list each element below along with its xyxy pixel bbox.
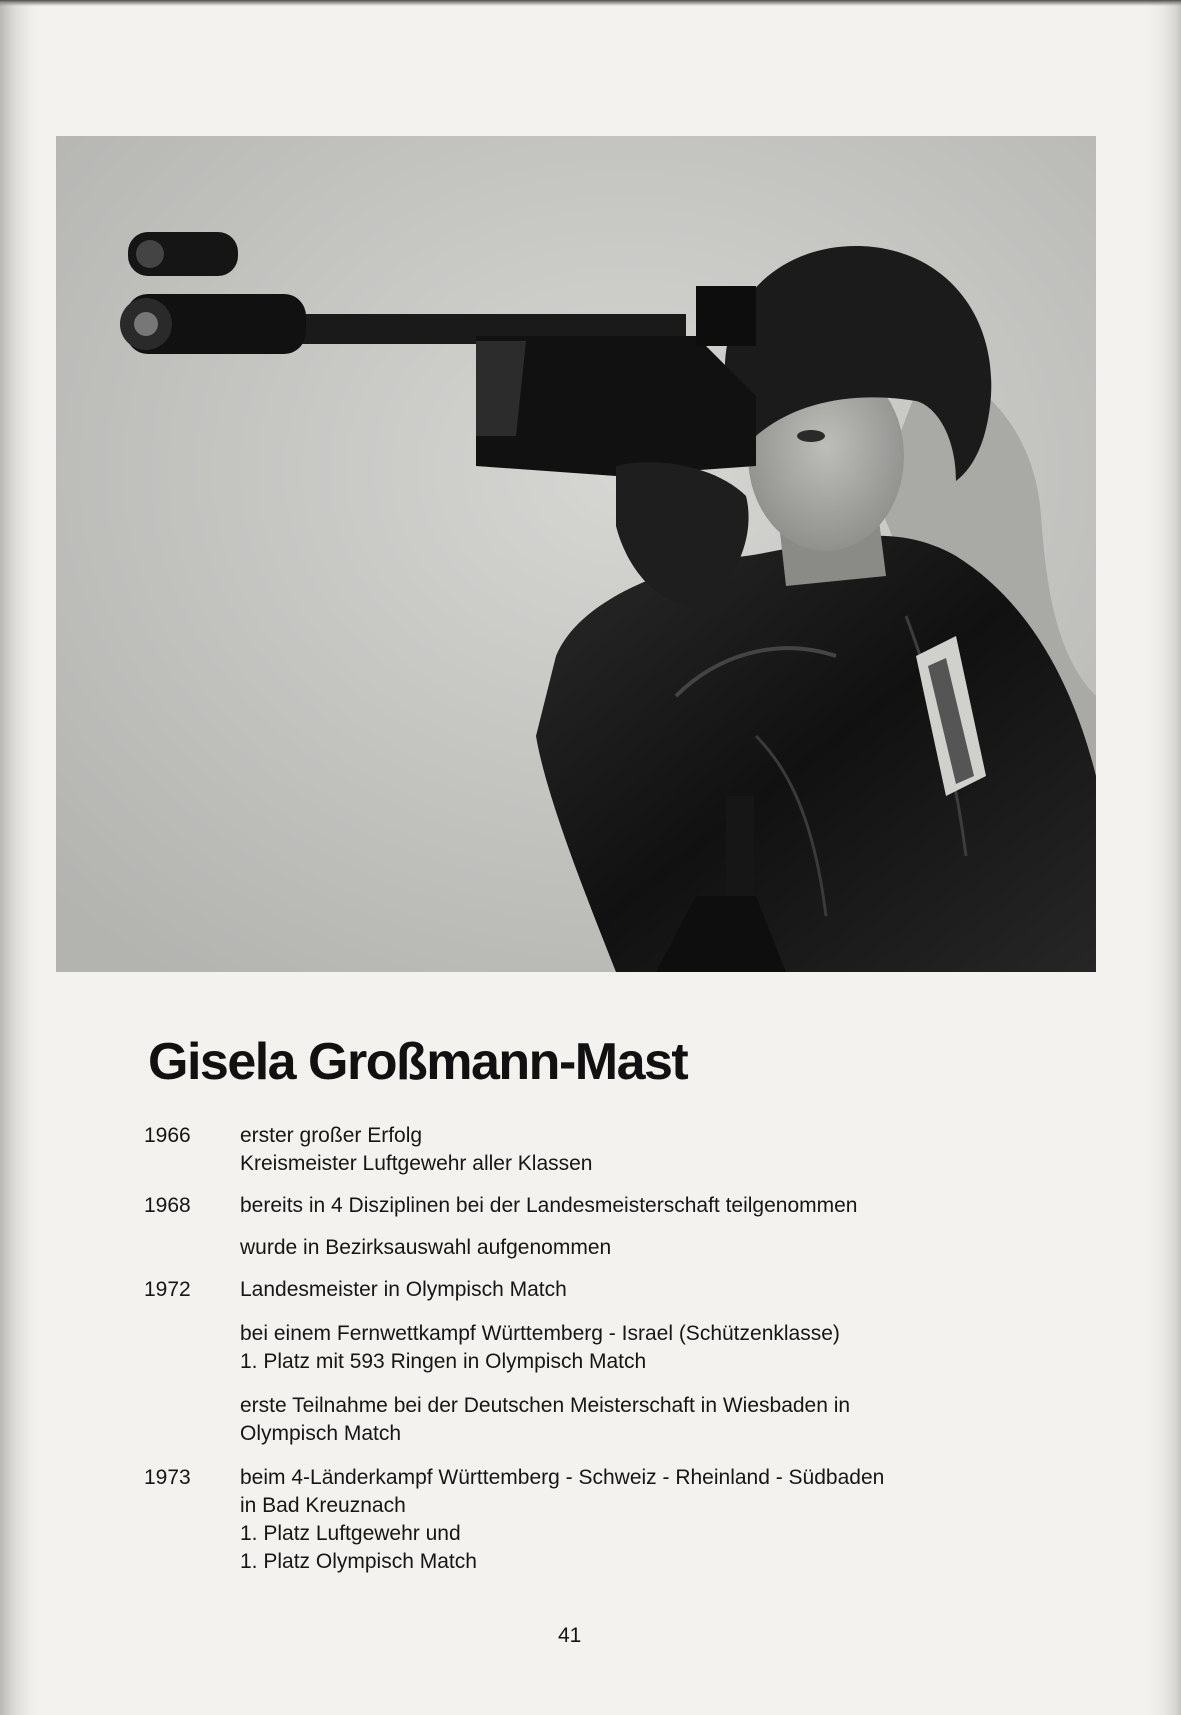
timeline-line: bei einem Fernwettkampf Württemberg - Israel (Schützenklasse) [240,1322,840,1345]
timeline-text-block [240,1464,1024,1576]
timeline-text-block [240,1276,1024,1304]
page-edge-shadow [1147,0,1181,1715]
timeline-text-block [240,1392,1024,1448]
timeline-line: 1. Platz Olympisch Match [240,1550,477,1573]
timeline-line: erste Teilnahme bei der Deutschen Meisterschaft in Wiesbaden in [240,1394,851,1417]
timeline-line: Landesmeister in Olympisch Match [240,1278,567,1301]
timeline-year: 1972 [144,1278,191,1301]
timeline-line: bereits in 4 Disziplinen bei der Landesmeisterschaft teilgenommen [240,1194,858,1217]
timeline-line: 1. Platz mit 593 Ringen in Olympisch Match [240,1350,647,1373]
timeline-line: beim 4-Länderkampf Württemberg - Schweiz - Rheinland - Südbaden [240,1466,885,1489]
timeline-line: Kreismeister Luftgewehr aller Klassen [240,1152,593,1175]
career-timeline [144,1122,1024,1576]
timeline-line: Olympisch Match [240,1422,402,1445]
timeline-line: in Bad Kreuznach [240,1494,406,1517]
timeline-line: erster großer Erfolg [240,1124,423,1147]
timeline-text-block [240,1234,1024,1262]
page-number: 41 [558,1624,582,1647]
timeline-entry [144,1192,1024,1262]
timeline-line: wurde in Bezirksauswahl aufgenommen [240,1236,612,1259]
portrait-photo [56,136,1096,972]
timeline-line: 1. Platz Luftgewehr und [240,1522,461,1545]
timeline-text-block [240,1122,1024,1178]
timeline-entry [144,1276,1024,1448]
page-top-edge [0,0,1181,6]
timeline-year: 1973 [144,1466,191,1489]
timeline-year: 1966 [144,1124,191,1147]
person-name-heading: Gisela Großmann-Mast [148,1033,688,1091]
timeline-year: 1968 [144,1194,191,1217]
page-binding-shadow [0,0,40,1715]
timeline-entry [144,1464,1024,1576]
timeline-text-block [240,1192,1024,1220]
timeline-text-block [240,1320,1024,1376]
timeline-entry [144,1122,1024,1178]
